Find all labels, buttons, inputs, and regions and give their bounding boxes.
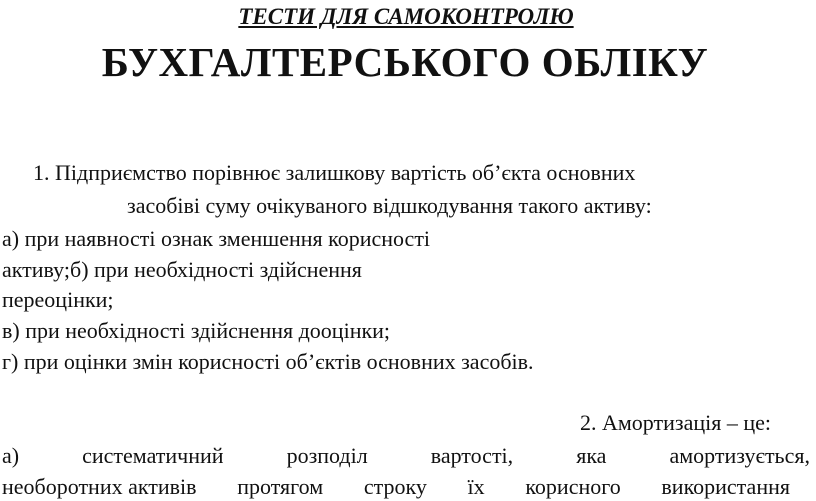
answer-word: яка	[576, 443, 607, 468]
subtitle-text: ТЕСТИ ДЛЯ САМОКОНТРОЛЮ	[238, 4, 574, 29]
title-text: БУХГАЛТЕРСЬКОГО ОБЛІКУ	[101, 39, 709, 85]
answer-word: необоротних активів	[2, 474, 197, 499]
document-subtitle	[0, 4, 816, 30]
question-1-answer-line: активу;б) при необхідності здійснення	[2, 257, 362, 282]
question-1-text: 1. Підприємство порівнює залишкову вартість об’єкта основних	[33, 160, 636, 185]
question-2-answer-a	[2, 443, 810, 469]
answer-word: вартості,	[430, 443, 514, 468]
answer-word: систематичний	[82, 443, 224, 468]
answer-word: корисного	[525, 474, 621, 499]
answer-word: а)	[2, 443, 20, 468]
document-title	[0, 38, 816, 86]
question-1-answer-line: в) при необхідності здійснення дооцінки;	[2, 318, 391, 343]
question-2-text: 2. Амортизація – це:	[580, 410, 772, 435]
question-1-answer-line: а) при наявності ознак зменшення корисності	[2, 226, 431, 251]
question-1-answer-line: г) при оцінки змін корисності об’єктів основних засобів.	[2, 349, 534, 374]
question-1-text-continued: засобіві суму очікуваного відшкодування такого активу:	[127, 193, 652, 218]
answer-word: амортизується,	[669, 443, 810, 468]
answer-word: протягом	[237, 474, 324, 499]
question-1-answer-line: переоцінки;	[2, 287, 114, 312]
question-2-answer-a-continued	[2, 474, 790, 500]
answer-word: строку	[363, 474, 427, 499]
answer-word: використання	[661, 474, 790, 499]
answer-word: їх	[467, 474, 485, 499]
answer-word: розподіл	[286, 443, 368, 468]
